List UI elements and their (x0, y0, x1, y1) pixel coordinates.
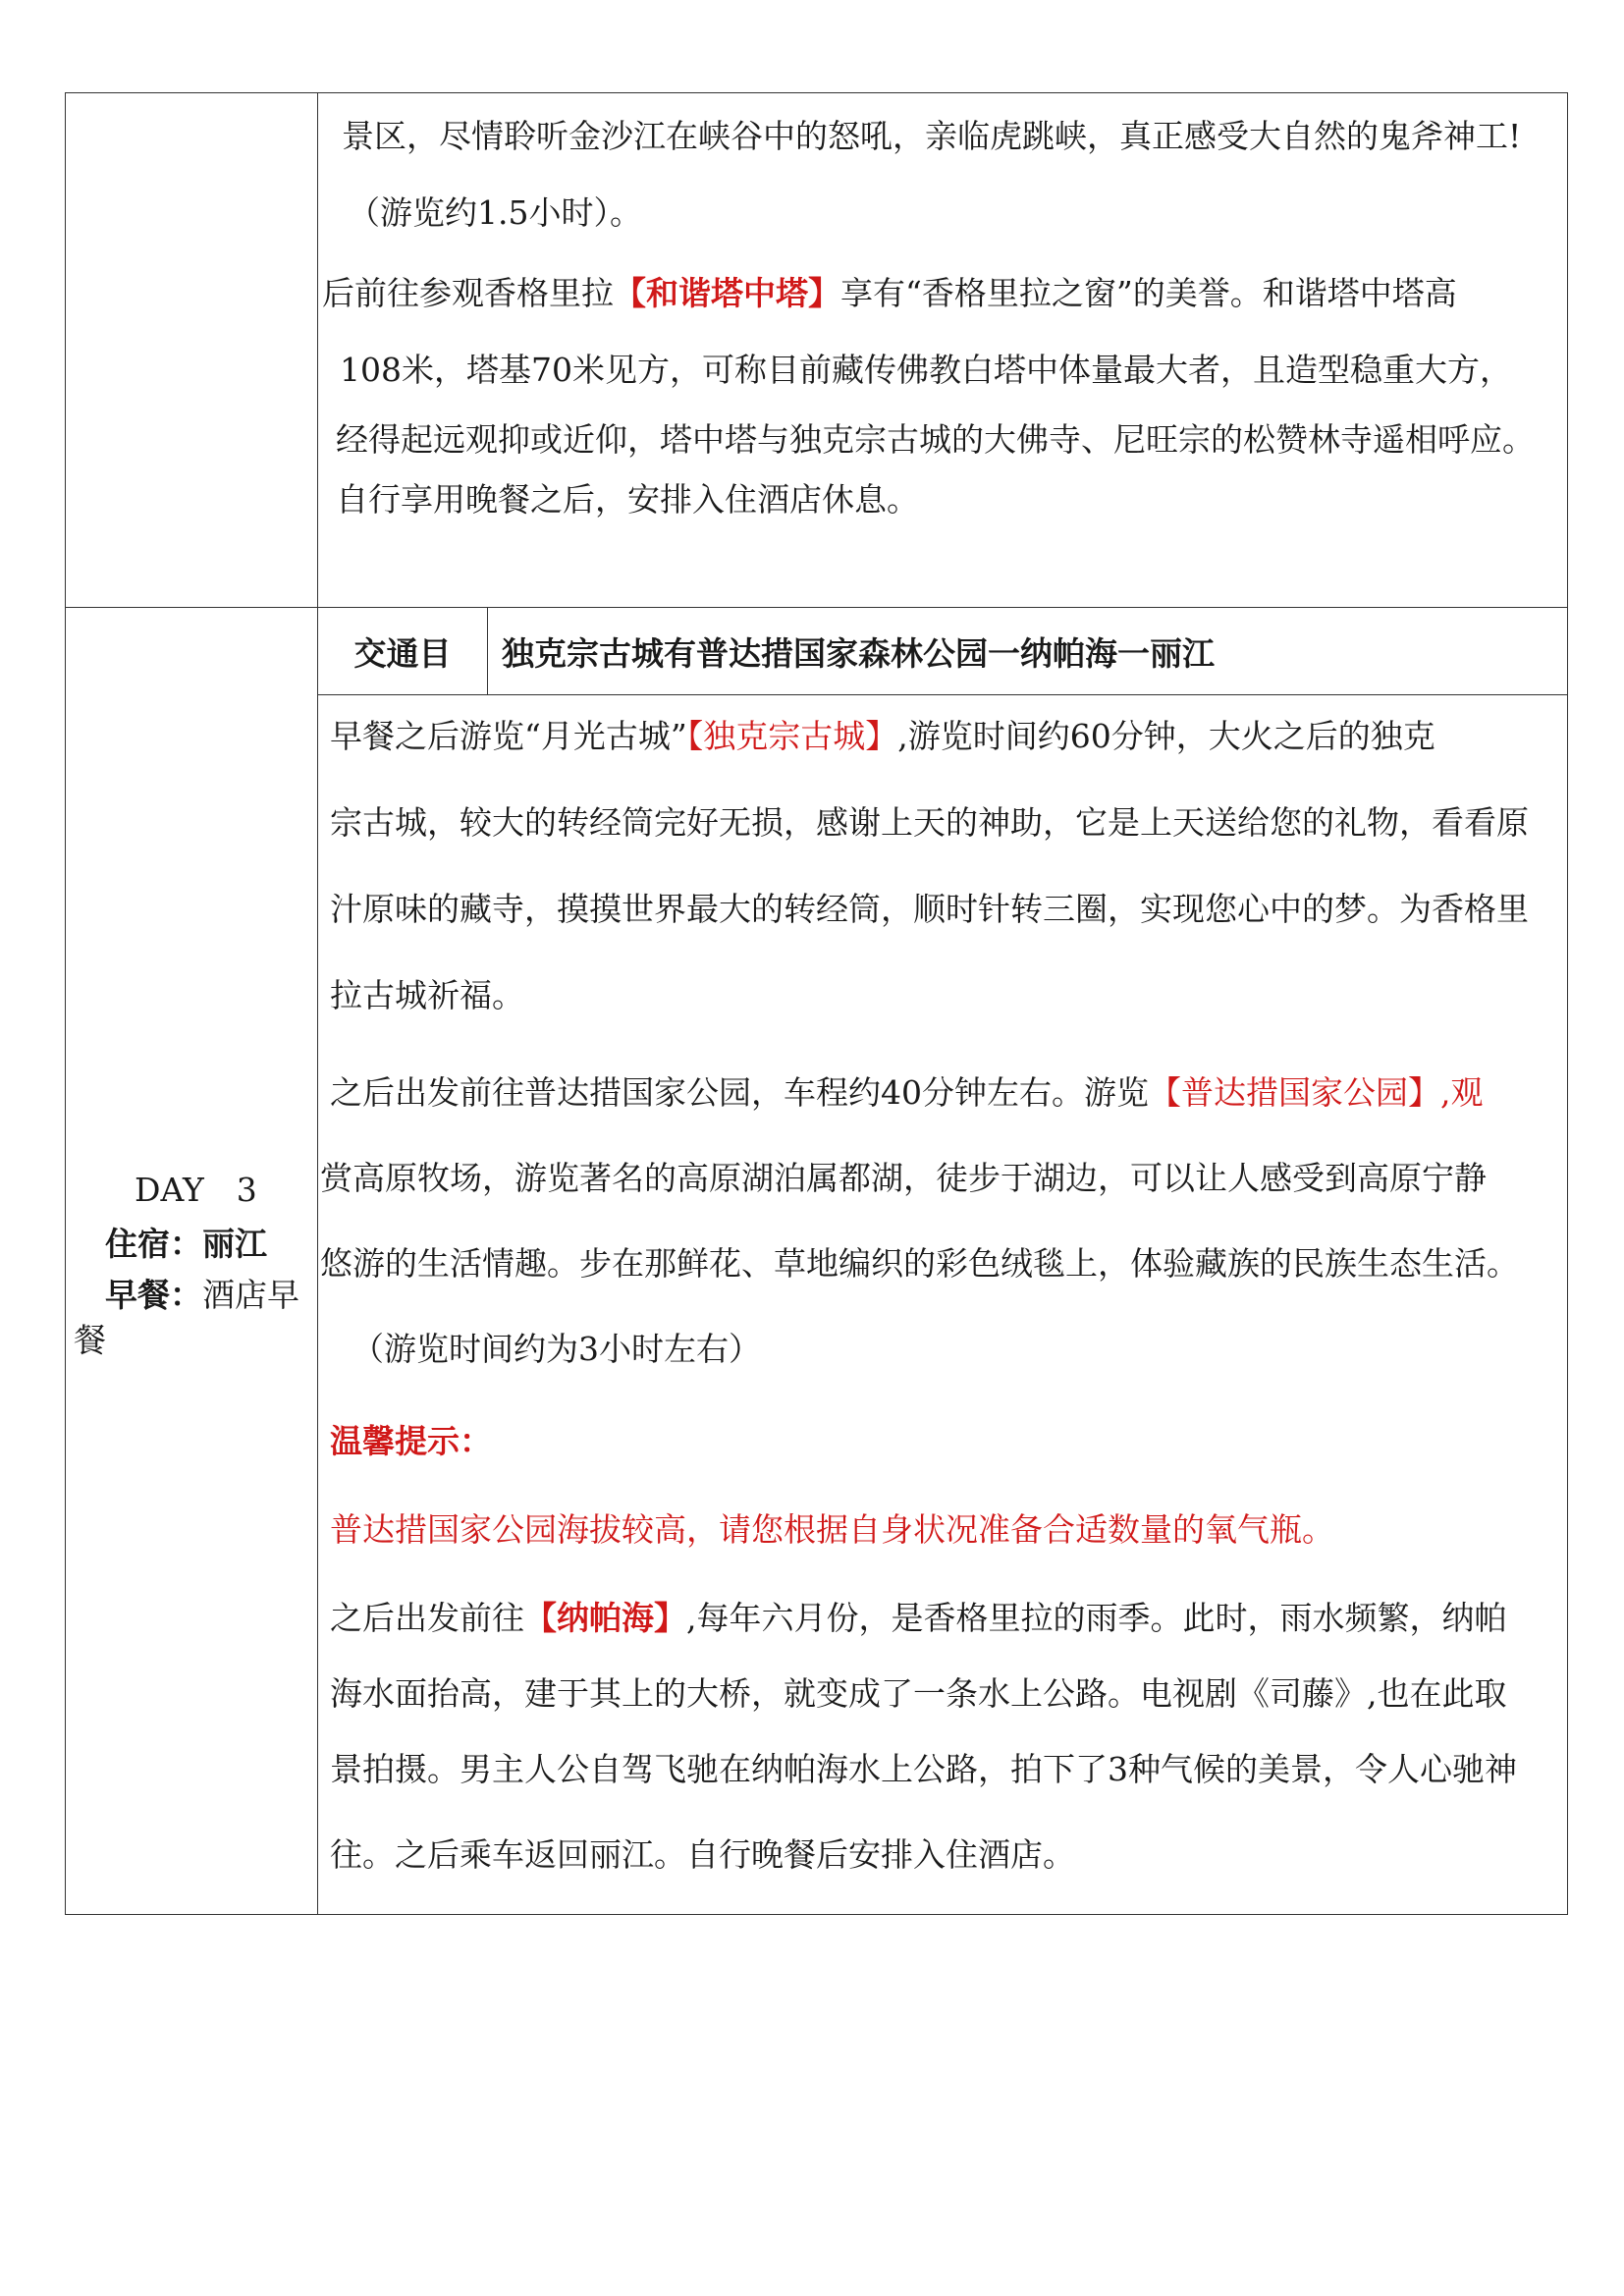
meal-label: 早餐： (105, 1276, 202, 1314)
text-span: 后前往参观香格里拉 (322, 274, 614, 312)
text-line: 往。之后乘车返回丽江。自行晚餐后安排入住酒店。 (330, 1835, 1075, 1874)
text-span: 之后出发前往普达措国家公园，车程约40分钟左右。游览 (330, 1073, 1149, 1112)
stay-label: 住宿：丽江 (105, 1225, 267, 1263)
text-line (330, 1071, 1567, 1115)
text-line: 宗古城，较大的转经筒完好无损，感谢上天的神助，它是上天送给您的礼物，看看原 (330, 803, 1529, 842)
text-line: 自行享用晚餐之后，安排入住酒店休息。 (336, 480, 919, 519)
text-line (330, 1597, 1567, 1640)
itinerary-table (65, 92, 1568, 1915)
text-line: 汁原味的藏寺，摸摸世界最大的转经筒，顺时针转三圈，实现您心中的梦。为香格里 (330, 890, 1529, 928)
highlight-attraction: 【独克宗古城】 (686, 717, 898, 755)
text-line: 悠游的生活情趣。步在那鲜花、草地编织的彩色绒毯上，体验藏族的民族生态生活。 (320, 1244, 1519, 1283)
text-span: ,游览时间约60分钟，大火之后的独克 (897, 717, 1435, 755)
day-label: DAY 3 (135, 1171, 257, 1209)
table-row (66, 608, 1568, 1915)
highlight-attraction: 【和谐塔中塔】 (614, 274, 840, 312)
text-line: （游览时间约为3小时左右） (352, 1330, 761, 1368)
text-line (330, 715, 1567, 758)
meal-value-wrap: 餐 (74, 1321, 106, 1359)
text-line: 拉古城祈福。 (330, 976, 524, 1014)
text-span: ,每年六月份，是香格里拉的雨季。此时，雨水频繁，纳帕 (686, 1599, 1507, 1637)
meal-value: 酒店早 (202, 1276, 299, 1314)
route-title: 独克宗古城有普达措国家森林公园一纳帕海一丽江 (488, 608, 1568, 695)
highlight-attraction: 【纳帕海】 (524, 1599, 686, 1637)
day-cell (66, 608, 318, 1915)
text-span: 享有“香格里拉之窗”的美誉。和谐塔中塔高 (840, 274, 1457, 312)
text-line: 经得起远观抑或近仰，塔中塔与独克宗古城的大佛寺、尼旺宗的松赞林寺遥相呼应。 (336, 420, 1535, 459)
traffic-label: 交通目 (318, 608, 488, 695)
route-header (318, 608, 1567, 695)
text-span: 之后出发前往 (330, 1599, 524, 1637)
text-line: 海水面抬高，建于其上的大桥，就变成了一条水上公路。电视剧《司藤》,也在此取 (330, 1674, 1507, 1713)
text-line: 景拍摄。男主人公自驾飞驰在纳帕海水上公路，拍下了3种气候的美景，令人心驰神 (330, 1750, 1517, 1788)
description-cell (318, 93, 1568, 608)
text-line: 108米，塔基70米见方，可称目前藏传佛教白塔中体量最大者，且造型稳重大方， (340, 351, 1512, 389)
highlight-attraction: 【普达措国家公园】,观 (1149, 1073, 1484, 1112)
text-span: 早餐之后游览“月光古城” (330, 717, 687, 755)
description-cell (318, 608, 1568, 1915)
table-row (66, 93, 1568, 608)
text-line: 赏高原牧场，游览著名的高原湖泊属都湖，徒步于湖边，可以让人感受到高原宁静 (320, 1159, 1487, 1197)
text-line: 景区，尽情聆听金沙江在峡谷中的怒吼，亲临虎跳峡，真正感受大自然的鬼斧神工! (342, 117, 1522, 155)
tip-title: 温馨提示： (330, 1422, 492, 1460)
text-line: （游览约1.5小时）。 (348, 193, 642, 232)
day-cell-empty (66, 93, 318, 608)
tip-text: 普达措国家公园海拔较高，请您根据自身状况准备合适数量的氧气瓶。 (330, 1510, 1334, 1549)
text-line (322, 272, 1567, 315)
day-info (66, 1162, 317, 1360)
